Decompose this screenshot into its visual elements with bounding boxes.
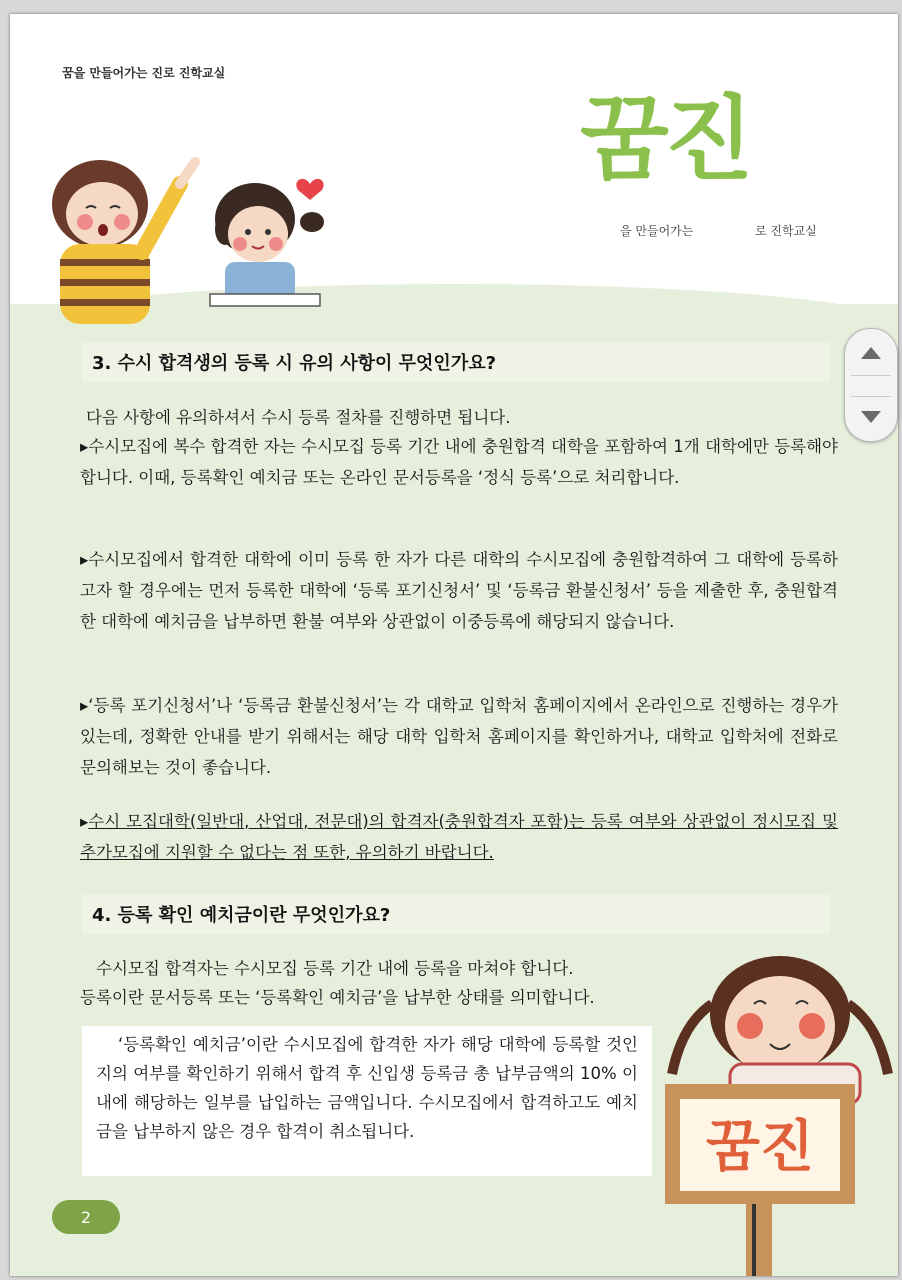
deposit-definition-text: ‘등록확인 예치금’이란 수시모집에 합격한 자가 해당 대학에 등록할 것인지의 여부를 확인하기 위해서 합격 후 신입생 등록금 총 납부금액의 10% 이내에 해당하는 일부를 납입하는 금액입니다. 수시모집에서 합격하고도 예치금을 납부하지 않은 경우 합격이 취소됩니다. — [96, 1035, 638, 1141]
section-3-bullet-4-text: 수시 모집대학(일반대, 산업대, 전문대)의 합격자(충원합격자 포함)는 등록 여부와 상관없이 정시모집 및 추가모집에 지원할 수 없다는 점 또한, 유의하기 바랍니다. — [80, 812, 838, 862]
triangle-up-icon — [861, 347, 881, 359]
section-3-bullet-4 — [80, 806, 838, 868]
series-title: 꿈을 만들어가는 진로 진학교실 — [62, 66, 226, 80]
document-page — [10, 14, 898, 1276]
section-3-bullet-3: ▸‘등록 포기신청서’나 ‘등록금 환불신청서’는 각 대학교 입학처 홈페이지에서 온라인으로 진행하는 경우가 있는데, 정확한 안내를 받기 위해서는 해당 대학 입학처 홈페이지를 확인하거나, 대학교 입학처에 전화로 문의해보는 것이 좋습니다. — [80, 696, 838, 777]
section-3-title: 3. 수시 합격생의 등록 시 유의 사항이 무엇인가요? — [82, 342, 830, 382]
page-number: 2 — [52, 1200, 120, 1234]
triangle-down-icon — [861, 411, 881, 423]
series-logo — [580, 86, 870, 264]
scroll-up-button[interactable] — [845, 333, 897, 373]
logo-text: 꿈진 — [580, 86, 750, 193]
scroll-grip[interactable] — [851, 375, 891, 397]
page-scroll-control[interactable] — [844, 328, 898, 442]
section-3-bullet-1: ▸수시모집에 복수 합격한 자는 수시모집 등록 기간 내에 충원합격 대학을 포함하여 1개 대학에만 등록해야 합니다. 이때, 등록확인 예치금 또는 온라인 문서등록을 ‘정식 등록’으로 처리합니다. — [80, 437, 838, 487]
sign-logo-text: 꿈진 — [705, 1115, 815, 1180]
scroll-down-button[interactable] — [845, 397, 897, 437]
kids-illustration — [30, 144, 330, 334]
section-3-bullet-2: ▸수시모집에서 합격한 대학에 이미 등록 한 자가 다른 대학의 수시모집에 충원합격하여 그 대학에 등록하고자 할 경우에는 먼저 등록한 대학에 ‘등록 포기신청서’ 및 ‘등록금 환불신청서’ 등을 제출한 후, 충원합격한 대학에 예치금을 납부하면 환불 여부와 상관없이 이중등록에 해당되지 않습니다. — [80, 550, 838, 631]
girl-with-sign-illustration — [650, 944, 898, 1276]
bullet-marker: ▸ — [80, 812, 89, 831]
section-3-intro: 다음 사항에 유의하셔서 수시 등록 절차를 진행하면 됩니다. — [86, 408, 511, 427]
section-4-line-1: 수시모집 합격자는 수시모집 등록 기간 내에 등록을 마쳐야 합니다. — [96, 959, 574, 978]
section-4-title: 4. 등록 확인 예치금이란 무엇인가요? — [82, 894, 830, 934]
deposit-definition-box — [82, 1026, 652, 1176]
section-4-line-2: 등록이란 문서등록 또는 ‘등록확인 예치금’을 납부한 상태를 의미합니다. — [80, 988, 595, 1007]
logo-subtitle-right: 로 진학교실 — [755, 224, 817, 238]
logo-subtitle-left: 을 만들어가는 — [620, 224, 694, 238]
